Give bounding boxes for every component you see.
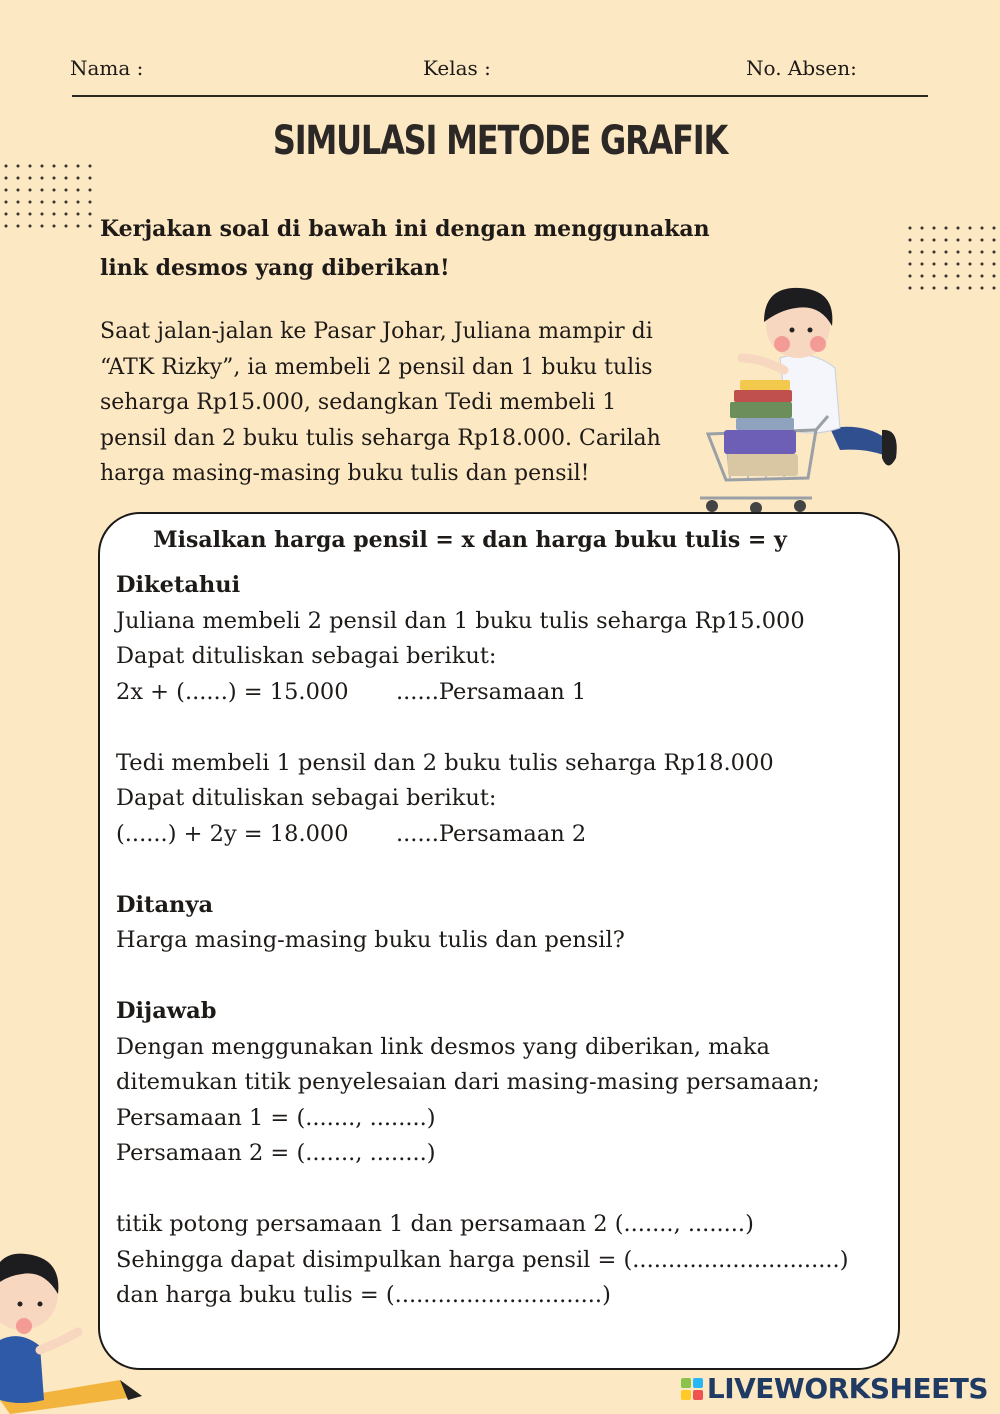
story-line-3: seharga Rp15.000, sedangkan Tedi membeli 1 [100, 390, 617, 415]
box-heading: Misalkan harga pensil = x dan harga buku tulis = y [153, 527, 787, 553]
diketahui-line-3: Tedi membeli 1 pensil dan 2 buku tulis seharga Rp18.000 [116, 749, 774, 776]
boy-with-cart-illustration [700, 278, 910, 518]
ditanya-text: Harga masing-masing buku tulis dan pensil? [116, 927, 625, 953]
diketahui-line-1: Juliana membeli 2 pensil dan 1 buku tulis seharga Rp15.000 [116, 607, 805, 634]
name-label: Nama : [70, 56, 144, 80]
equation-1[interactable]: 2x + (......) = 15.000 [116, 678, 349, 705]
instruction [100, 210, 740, 288]
dot-pattern-left [0, 160, 96, 232]
book-price-answer[interactable]: dan harga buku tulis = (.............................) [116, 1282, 611, 1308]
equation-1-row [116, 675, 896, 711]
story-line-2: “ATK Rizky”, ia membeli 2 pensil dan 1 buku tulis [100, 354, 653, 380]
intersection-answer[interactable]: titik potong persamaan 1 dan persamaan 2 (......., ........) [116, 1211, 754, 1237]
diketahui-line-2: Dapat dituliskan sebagai berikut: [116, 643, 497, 669]
dijawab-label: Dijawab [116, 998, 217, 1024]
pencil-price-answer[interactable]: Sehingga dapat disimpulkan harga pensil = (.............................) [116, 1246, 849, 1273]
class-label: Kelas : [423, 56, 491, 80]
brand-text: LIVEWORKSHEETS [706, 1372, 988, 1405]
diketahui-line-4: Dapat dituliskan sebagai berikut: [116, 785, 497, 811]
instruction-line-2: link desmos yang diberikan! [100, 255, 450, 281]
equation-2-tag: ......Persamaan 2 [396, 820, 587, 847]
persamaan-2-answer[interactable]: Persamaan 2 = (......., ........) [116, 1140, 436, 1166]
equation-2-row [116, 817, 896, 853]
story-line-4: pensil dan 2 buku tulis seharga Rp18.000. Carilah [100, 425, 661, 451]
ditanya-label: Ditanya [116, 891, 214, 918]
persamaan-1-answer[interactable]: Persamaan 1 = (......., ........) [116, 1104, 436, 1131]
liveworksheets-brand [681, 1372, 988, 1405]
diketahui-label: Diketahui [116, 572, 241, 598]
liveworksheets-logo-icon [681, 1378, 703, 1400]
absen-label: No. Absen: [746, 56, 857, 80]
instruction-line-1: Kerjakan soal di bawah ini dengan menggunakan [100, 216, 710, 242]
equation-2[interactable]: (......) + 2y = 18.000 [116, 820, 349, 847]
box-content [116, 568, 896, 1314]
header-divider [72, 95, 928, 97]
story-line-5: harga masing-masing buku tulis dan pensil! [100, 461, 590, 486]
page-title: SIMULASI METODE GRAFIK [272, 118, 728, 164]
equation-1-tag: ......Persamaan 1 [396, 678, 587, 705]
story-problem [100, 314, 710, 492]
dijawab-line-1: Dengan menggunakan link desmos yang diberikan, maka [116, 1033, 770, 1060]
story-line-1: Saat jalan-jalan ke Pasar Johar, Juliana mampir di [100, 319, 653, 344]
dot-pattern-right [904, 222, 1000, 294]
dijawab-line-2: ditemukan titik penyelesaian dari masing-masing persamaan; [116, 1069, 820, 1095]
